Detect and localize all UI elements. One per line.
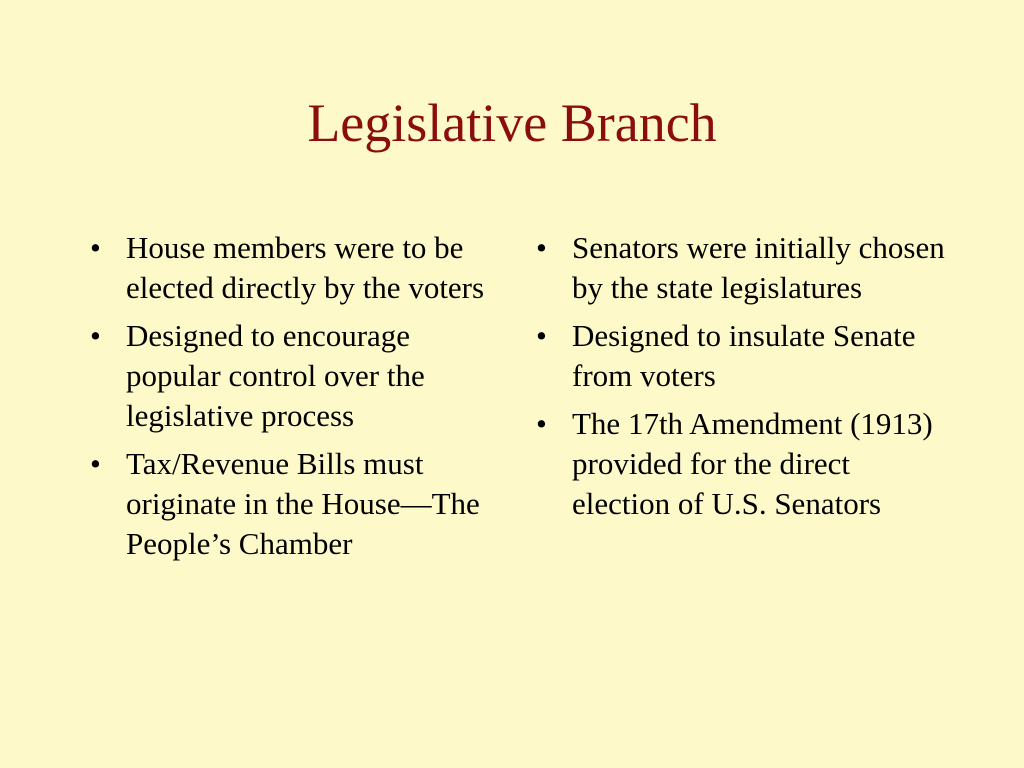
slide-title: Legislative Branch	[307, 93, 717, 153]
bullet-icon: •	[90, 318, 101, 353]
bullet-item	[530, 316, 950, 396]
bullet-item	[530, 404, 950, 524]
bullet-text: Tax/Revenue Bills must originate in the House—The People’s Chamber	[126, 446, 480, 561]
bullet-text: House members were to be elected directly by the voters	[126, 230, 485, 305]
bullet-icon: •	[536, 318, 547, 353]
bullet-text: Designed to insulate Senate from voters	[572, 318, 916, 393]
bullet-item	[84, 316, 504, 436]
bullet-text: Designed to encourage popular control over the legislative process	[126, 318, 425, 433]
bullet-icon: •	[90, 446, 101, 481]
right-bullet-list	[530, 228, 950, 532]
bullet-item	[530, 228, 950, 308]
bullet-item	[84, 444, 504, 564]
bullet-text: Senators were initially chosen by the state legislatures	[572, 230, 945, 305]
bullet-icon: •	[536, 230, 547, 265]
bullet-icon: •	[90, 230, 101, 265]
left-bullet-list	[84, 228, 504, 572]
bullet-text: The 17th Amendment (1913) provided for the direct election of U.S. Senators	[572, 406, 933, 521]
bullet-item	[84, 228, 504, 308]
bullet-icon: •	[536, 406, 547, 441]
